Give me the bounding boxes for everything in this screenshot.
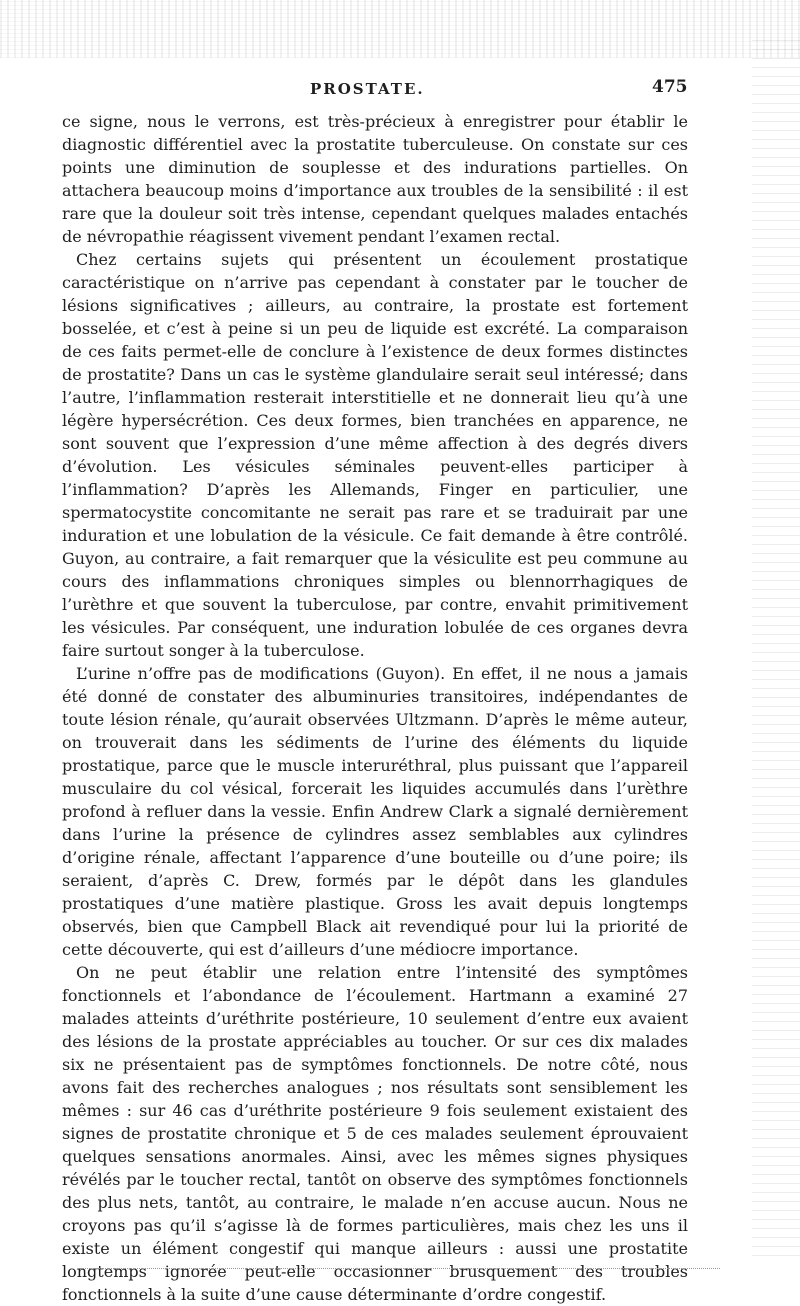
paragraph: On ne peut établir une relation entre l’intensité des symptômes fonctionnels et l’abondance de l’écoulement. Hartmann a examiné 27 malades atteints d’uréthrite postérieure, 10 seulement d’entre eux avaient des lésions de la prostate appréciables au toucher. Or sur ces dix malades six ne présentaient pas de symptômes fonctionnels. De notre côté, nous avons fait des recherches analogues ; nos résultats sont sensiblement les mêmes : sur 46 cas d’uréthrite postérieure 9 fois seulement existaient des signes de prostatite chronique et 5 de ces malades seulement éprouvaient quelques sensations anormales. Ainsi, avec les mêmes signes physiques révélés par le toucher rectal, tantôt on observe des symptômes fonctionnels des plus nets, tantôt, au contraire, le malade n’en accuse aucun. Nous ne croyons pas qu’il s’agisse là de formes particulières, mais chez les uns il existe un élément congestif qui manque ailleurs : aussi une prostatite longtemps ignorée peut-elle occasionner brusquement des troubles fonctionnels à la suite d’une cause déterminante d’ordre congestif. — [62, 963, 688, 1304]
paragraph: L’urine n’offre pas de modifications (Guyon). En effet, il ne nous a jamais été donné de constater des albuminuries transitoires, indépendantes de toute lésion rénale, qu’aurait observées Ultzmann. D’après le même auteur, on trouverait dans les sédiments de l’urine des éléments du liquide prostatique, parce que le muscle interuréthral, plus puissant que l’appareil musculaire du col vésical, forcerait les liquides accumulés dans l’urèthre profond à refluer dans la vessie. Enfin Andrew Clark a signalé dernièrement dans l’urine la présence de cylindres assez semblables aux cylindres d’origine rénale, affectant l’apparence d’une bouteille ou d’une poire; ils seraient, d’après C. Drew, formés par le dépôt dans les glandules prostatiques d’une matière plastique. Gross les avait depuis longtemps observés, bien que Campbell Black ait revendiqué pour lui la priorité de cette découverte, qui est d’ailleurs d’une médiocre importance. — [62, 664, 688, 959]
scan-noise-top — [0, 0, 800, 58]
page-header — [0, 77, 800, 104]
page-number: 475 — [652, 77, 688, 97]
paragraph: Chez certains sujets qui présentent un écoulement prostatique caractéristique on n’arrive pas cependant à constater par le toucher de lésions significatives ; ailleurs, au contraire, la prostate est fortement bosselée, et c’est à peine si un peu de liquide est excrété. La comparaison de ces faits permet-elle de conclure à l’existence de deux formes distinctes de prostatite? Dans un cas le système glandulaire serait seul intéressé; dans l’autre, l’inflammation resterait interstitielle et ne donnerait lieu qu’à une légère hypersécrétion. Ces deux formes, bien tranchées en apparence, ne sont souvent que l’expression d’une même affection à des degrés divers d’évolution. Les vésicules séminales peuvent-elles participer à l’inflammation? D’après les Allemands, Finger en particulier, une spermatocystite concomitante ne serait pas rare et se traduirait par une induration et une lobulation de la vésicule. Ce fait demande à être contrôlé. Guyon, au contraire, a fait remarquer que la vésiculite est peu commune au cours des inflammations chroniques simples ou blennorrhagiques de l’urèthre et que souvent la tuberculose, par contre, envahit primitivement les vésicules. Par conséquent, une induration lobulée de ces organes devra faire surtout songer à la tuberculose. — [62, 250, 688, 660]
paragraph: ce signe, nous le verrons, est très-précieux à enregistrer pour établir le diagnostic différentiel avec la prostatite tuberculeuse. On constate sur ces points une diminution de souplesse et des indurations partielles. On attachera beaucoup moins d’importance aux troubles de la sensibilité : il est rare que la douleur soit très intense, cependant quelques malades entachés de névropathie réagissent vivement pendant l’examen rectal. — [62, 112, 688, 246]
running-title: PROSTATE. — [310, 80, 425, 98]
scan-noise-right-margin — [752, 40, 800, 1260]
footer-dotted-rule — [80, 1268, 720, 1269]
body-text — [62, 110, 688, 1306]
